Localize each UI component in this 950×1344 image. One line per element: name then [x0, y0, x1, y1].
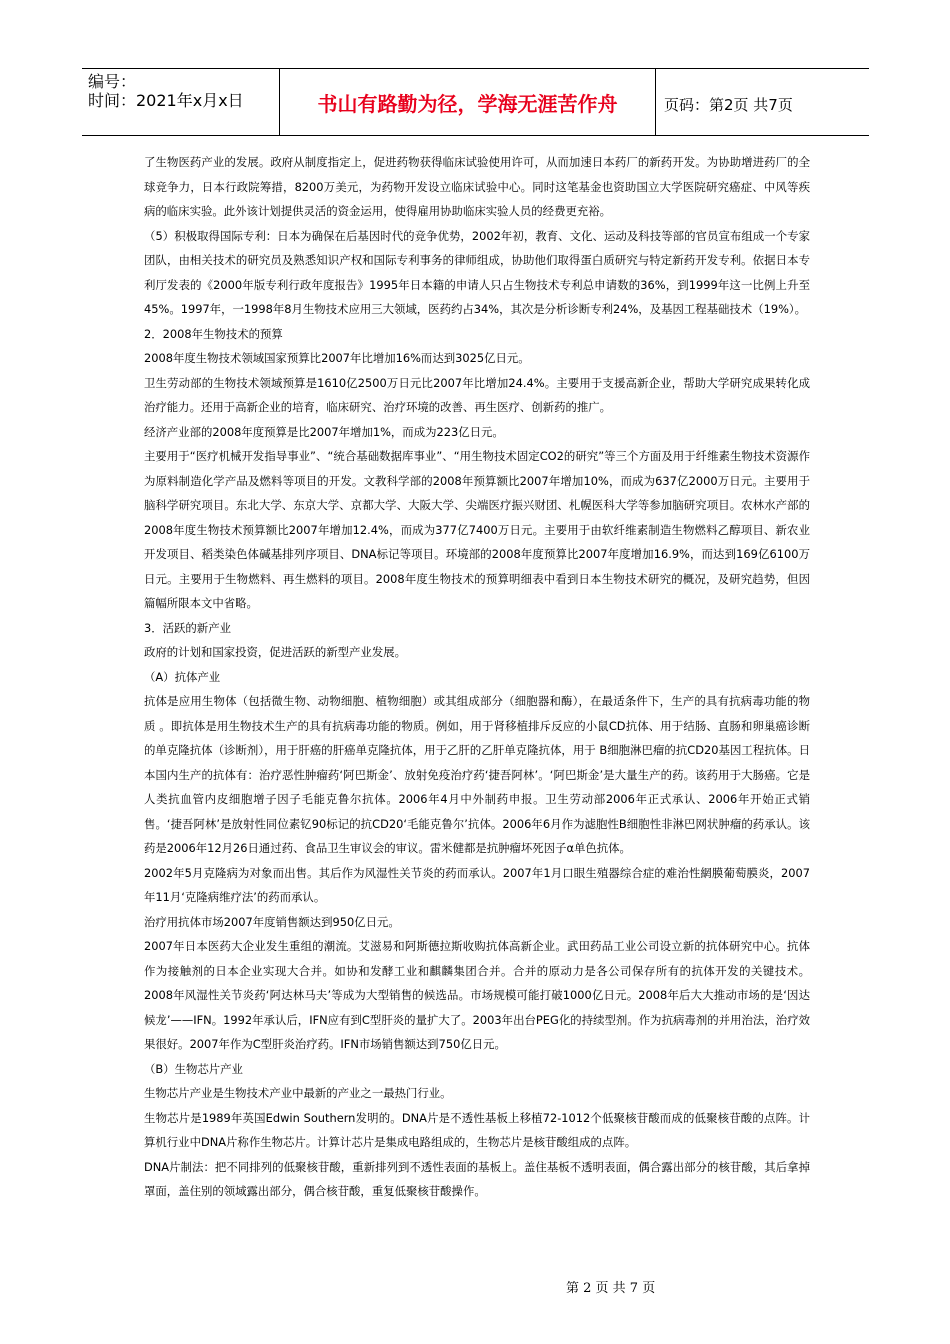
paragraph: 2002年5月克隆病为对象而出售。其后作为风湿性关节炎的药而承认。2007年1月口眼生殖器综合症的难治性網膜葡萄膜炎，2007年11月‘克隆病维疗法’的药而承认。 [144, 865, 810, 904]
paragraph: 了生物医药产业的发展。政府从制度指定上，促进药物获得临床试验使用许可，从而加速日本药厂的新药开发。为协助增进药厂的全球竞争力，日本行政院筹措，8200万美元，为药物开发设立临床试验中心。同时这笔基金也资助国立大学医院研究癌症、中风等疾病的临床实验。此外该计划提供灵活的资金运用，使得雇用协助临床实验人员的经费更充裕。 [144, 155, 810, 218]
document-number-label: 编号： [88, 72, 137, 91]
document-body [144, 150, 810, 1204]
document-time-label: 时间：2021年x月x日 [88, 91, 244, 110]
page-footer: 第 2 页 共 7 页 [566, 1281, 656, 1296]
header-motto-cell [280, 69, 656, 135]
paragraph: 2007年日本医药大企业发生重组的潮流。艾滋易和阿斯德拉斯收购抗体高新企业。武田药品工业公司设立新的抗体研究中心。抗体作为接触剂的日本企业实现大合并。如协和发酵工业和麒麟集团合并。合并的原动力是各公司保存所有的抗体开发的关键技术。2008年风湿性关节炎药‘阿达林马夫’等成为大型销售的候选品。市场规模可能打破1000亿日元。2008年后大大推动市场的是‘因达候龙’——IFN。1992年承认后，IFN应有到C型肝炎的量扩大了。2003年出台PEG化的持续型剂。作为抗病毒剂的并用治法，治疗效果很好。2007年作为C型肝炎治疗药。IFN市场销售额达到750亿日元。 [144, 939, 810, 1051]
header-motto: 书山有路勤为径，学海无涯苦作舟 [317, 92, 618, 116]
paragraph: 治疗用抗体市场2007年度销售额达到950亿日元。 [144, 914, 400, 929]
paragraph: DNA片制法：把不同排列的低聚核苷酸，重新排列到不透性表面的基板上。盖住基板不透明表面，偶合露出部分的核苷酸，其后拿掉罩面，盖住别的领域露出部分，偶合核苷酸，重复低聚核苷酸操作。 [144, 1159, 810, 1198]
page-header [82, 68, 869, 136]
header-page-cell [656, 69, 869, 135]
paragraph: 抗体是应用生物体（包括微生物、动物细胞、植物细胞）或其组成部分（细胞器和酶），在最适条件下，生产的具有抗病毒功能的物质 。即抗体是用生物技术生产的具有抗病毒功能的物质。例如，用于肾移植排斥反应的小鼠CD抗体、用于结肠、直肠和卵巢癌诊断的单克隆抗体（诊断剂），用于肝癌的肝癌单克隆抗体，用于乙肝的乙肝单克隆抗体，用于 B细胞淋巴瘤的抗CD20基因工程抗体。日本国内生产的抗体有：治疗恶性肿瘤药‘阿巴斯金’、放射免疫治疗药‘捷吾阿林’。‘阿巴斯金’是大量生产的药。该药用于大肠癌。它是人类抗血管内皮细胞增子因子毛能克鲁尔抗体。2006年4月中外制药申报。卫生劳动部2006年正式承认、2006年开始正式销售。‘捷吾阿林’是放射性同位素钇90标记的抗CD20‘毛能克鲁尔’抗体。2006年6月作为滤胞性B细胞性非淋巴网状肿瘤的药承认。该药是2006年12月26日通过药、食品卫生审议会的审议。雷米健都是抗肿瘤坏死因子α单色抗体。 [144, 694, 810, 855]
subsection-heading: （A）抗体产业 [144, 669, 221, 684]
header-page-info: 页码：第2页 共7页 [664, 96, 793, 114]
paragraph: （5）积极取得国际专利：日本为确保在后基因时代的竞争优势，2002年初，教育、文化、运动及科技等部的官员宣布组成一个专家团队，由相关技术的研究员及熟悉知识产权和国际专利事务的律师组成，协助他们取得蛋白质研究与特定新药开发专利。依据日本专利厅发表的《2000年版专利行政年度报告》1995年日本籍的申请人只占生物技术专利总申请数的36%，到1999年这一比例上升至45%。1997年，一1998年8月生物技术应用三大领域，医药约占34%，其次是分析诊断专利24%，及基因工程基础技术（19%）。 [144, 228, 810, 316]
paragraph: 主要用于“医疗机械开发指导事业”、“统合基础数据库事业”、“用生物技术固定CO2的研究”等三个方面及用于纤维素生物技术资源作为原料制造化学产品及燃料等项目的开发。文教科学部的2008年预算额比2007年增加10%，而成为637亿2000万日元。主要用于脑科学研究项目。东北大学、东京大学、京都大学、大阪大学、尖端医疗振兴财团、札幌医科大学等参加脑研究项目。农林水产部的2008年度生物技术预算额比2007年增加12.4%，而成为377亿7400万日元。主要用于由软纤维素制造生物燃料乙醇项目、新农业开发项目、稻类染色体碱基排列序项目、DNA标记等项目。环境部的2008年度预算比2007年度增加16.9%，而达到169亿6100万日元。主要用于生物燃料、再生燃料的项目。2008年度生物技术的预算明细表中看到日本生物技术研究的概况，及研究趋势，但因篇幅所限本文中省略。 [144, 449, 810, 610]
paragraph: 2008年度生物技术领域国家预算比2007年比增加16%而达到3025亿日元。 [144, 351, 530, 365]
paragraph: 卫生劳动部的生物技术领域预算是1610亿2500万日元比2007年比增加24.4%。主要用于支援高新企业，帮助大学研究成果转化成治疗能力。还用于高新企业的培育，临床研究、治疗环境的改善、再生医疗、创新药的推广。 [144, 375, 810, 414]
paragraph: 生物芯片产业是生物技术产业中最新的产业之一最热门行业。 [144, 1086, 452, 1100]
paragraph: 经济产业部的2008年度预算是比2007年增加1%，而成为223亿日元。 [144, 424, 504, 439]
subsection-heading: （B）生物芯片产业 [144, 1061, 243, 1076]
paragraph: 政府的计划和国家投资，促进活跃的新型产业发展。 [144, 645, 406, 659]
header-info-cell [82, 69, 280, 135]
section-heading: 2．2008年生物技术的预算 [144, 326, 283, 341]
paragraph: 生物芯片是1989年英国Edwin Southern发明的。DNA片是不透性基板上移植72-1012个低聚核苷酸而成的低聚核苷酸的点阵。计算机行业中DNA片称作生物芯片。计算计芯片是集成电路组成的，生物芯片是核苷酸组成的点阵。 [144, 1110, 810, 1149]
section-heading: 3．活跃的新产业 [144, 620, 231, 635]
